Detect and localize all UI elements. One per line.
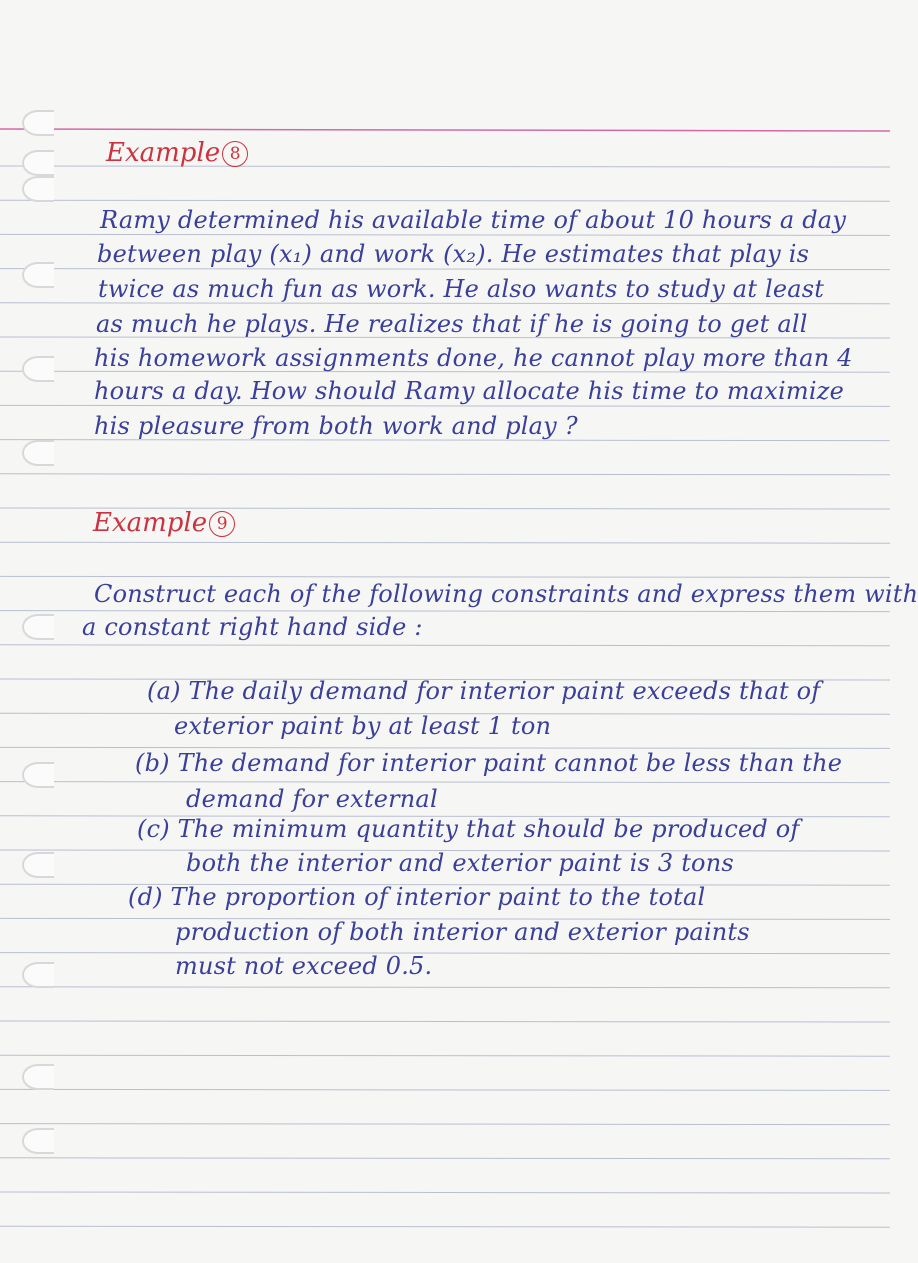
example-8-heading-word: Example [106, 138, 221, 168]
example-9-item-line: (c) The minimum quantity that should be produced of [137, 815, 800, 843]
example-8-line: twice as much fun as work. He also wants to study at least [98, 275, 825, 303]
example-9-item-line: (b) The demand for interior paint cannot be less than the [135, 749, 843, 777]
example-8-line: between play (x₁) and work (x₂). He estimates that play is [97, 240, 810, 268]
example-9-item-line: demand for external [186, 785, 438, 813]
example-9-item-line: must not exceed 0.5. [175, 952, 433, 980]
example-9-item-line: production of both interior and exterior paints [175, 918, 750, 946]
example-8-heading [106, 138, 248, 168]
example-8-line: his homework assignments done, he cannot play more than 4 [94, 344, 853, 372]
example-8-line: hours a day. How should Ramy allocate his time to maximize [94, 377, 844, 405]
example-8-line: his pleasure from both work and play ? [94, 412, 578, 440]
example-9-intro-line: Construct each of the following constraints and express them with [94, 580, 918, 608]
example-9-intro-line: a constant right hand side : [82, 613, 423, 641]
example-9-heading-word: Example [93, 508, 208, 538]
example-9-heading [93, 508, 235, 538]
example-9-item-line: (a) The daily demand for interior paint exceeds that of [147, 677, 821, 705]
example-9-item-line: (d) The proportion of interior paint to the total [128, 883, 706, 911]
example-8-line: Ramy determined his available time of about 10 hours a day [100, 206, 847, 234]
example-8-number: 8 [222, 141, 248, 167]
example-9-number: 9 [209, 511, 235, 537]
example-8-line: as much he plays. He realizes that if he is going to get all [96, 310, 808, 338]
example-9-item-line: both the interior and exterior paint is 3 tons [186, 849, 734, 877]
example-9-item-line: exterior paint by at least 1 ton [174, 712, 552, 740]
